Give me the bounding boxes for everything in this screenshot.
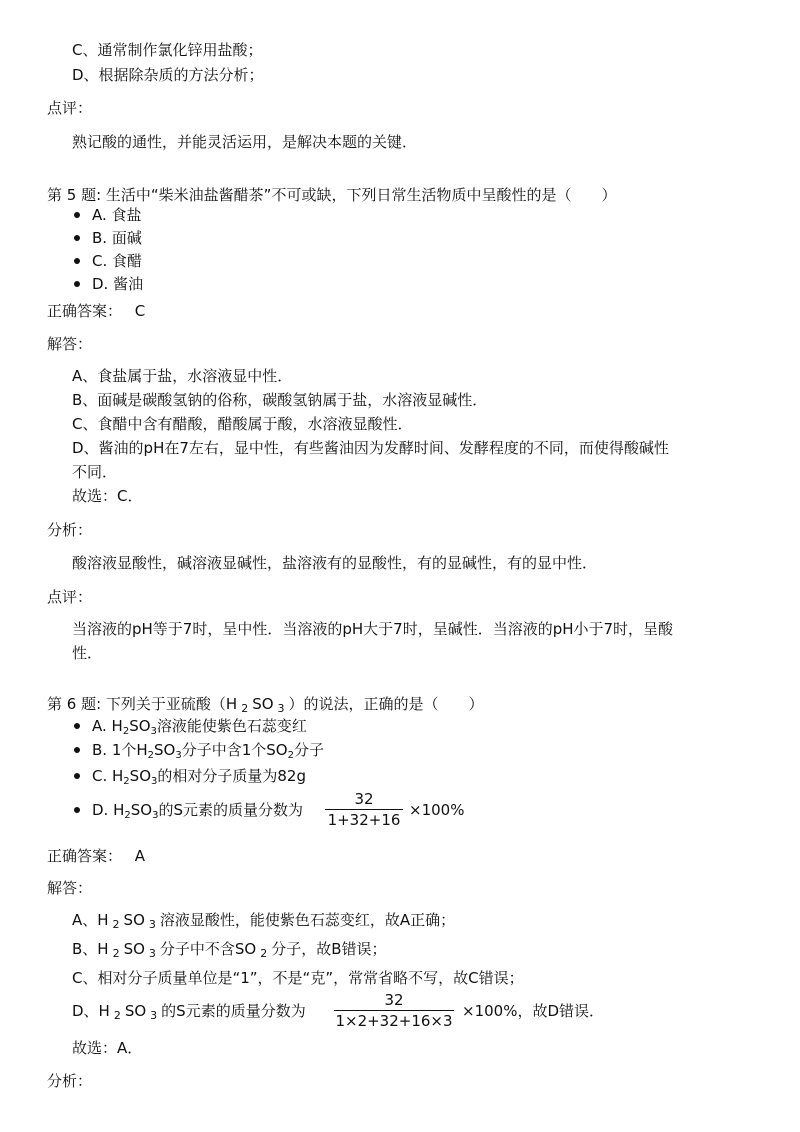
q5-solution-d-cont: 不同．: [72, 463, 118, 481]
bullet-icon: [74, 235, 80, 241]
q6-solution-d-fraction: [334, 990, 454, 1031]
q5-comment-line1: 当溶液的pH等于7时，呈中性．当溶液的pH大于7时，呈碱性．当溶液的pH小于7时，呈酸: [72, 620, 674, 638]
bullet-icon: [74, 773, 80, 779]
q5-option-a: A. 食盐: [92, 206, 142, 224]
q6-analysis-label: 分析：: [47, 1072, 93, 1090]
q6-option-d-fraction: [325, 789, 403, 830]
q6-solution-d-tail: ×100%，故D错误．: [462, 1002, 605, 1020]
fraction-numerator: 32: [384, 991, 404, 1009]
q6-solution-label: 解答：: [47, 879, 93, 897]
q6-solution-c: C、相对分子质量单位是“1”，不是“克”，常常省略不写，故C错误；: [72, 969, 524, 987]
q6-option-d: D. $H_2SO_3$的S元素的质量分数为: [92, 801, 303, 821]
q5-solution-d: D、酱油的pH在7左右，显中性，有些酱油因为发酵时间、发酵程度的不同，而使得酸碱性: [72, 439, 669, 457]
q6-solution-d: D、H $_2$ SO $_3$ 的S元素的质量分数为: [72, 1002, 306, 1022]
q6-option-a: A. $H_2SO_3$溶液能使紫色石蕊变红: [92, 717, 307, 737]
prev-option-d-analysis: D、根据除杂质的方法分析；: [72, 66, 264, 84]
q6-question: 第 6 题: 下列关于亚硫酸（H $_2$ SO $_3$ ）的说法，正确的是（ ）: [47, 695, 484, 715]
q5-solution-c: C、食醋中含有醋酸，醋酸属于酸，水溶液显酸性．: [72, 415, 413, 433]
q5-comment-label: 点评：: [47, 588, 93, 606]
prev-comment-label: 点评：: [47, 99, 93, 117]
q5-option-c: C. 食醋: [92, 252, 143, 270]
q5-solution-a: A、食盐属于盐，水溶液显中性．: [72, 367, 293, 385]
prev-comment-text: 熟记酸的通性，并能灵活运用，是解决本题的关键．: [72, 133, 418, 151]
q5-option-d: D. 酱油: [92, 275, 144, 293]
q5-solution-b: B、面碱是碳酸氢钠的俗称，碳酸氢钠属于盐，水溶液显碱性．: [72, 391, 488, 409]
q6-solution-a: A、H $_2$ SO $_3$ 溶液显酸性，能使紫色石蕊变红，故A正确；: [72, 911, 456, 931]
q6-answer-line: [47, 845, 145, 867]
bullet-icon: [74, 281, 80, 287]
q6-answer-label: 正确答案：: [47, 847, 123, 865]
q5-answer-value: C: [134, 302, 146, 320]
q6-solution-b: B、H $_2$ SO $_3$ 分子中不含SO $_2$ 分子，故B错误；: [72, 940, 387, 960]
q5-answer-label: 正确答案：: [47, 302, 123, 320]
fraction-numerator: 32: [354, 790, 374, 808]
q5-answer-line: [47, 300, 145, 322]
q5-option-b: B. 面碱: [92, 229, 142, 247]
q6-option-c: C. $H_2SO_3$的相对分子质量为82g: [92, 767, 306, 787]
q5-choose: 故选：C．: [72, 487, 143, 505]
q6-answer-value: A: [134, 847, 146, 865]
q5-analysis-label: 分析：: [47, 521, 93, 539]
bullet-icon: [74, 747, 80, 753]
prev-option-c-analysis: C、通常制作氯化锌用盐酸；: [72, 41, 263, 59]
bullet-icon: [74, 212, 80, 218]
q5-question: 第 5 题: 生活中“柴米油盐酱醋茶”不可或缺，下列日常生活物质中呈酸性的是（ ）: [47, 186, 617, 204]
q5-solution-label: 解答：: [47, 335, 93, 353]
q5-analysis-text: 酸溶液显酸性，碱溶液显碱性，盐溶液有的显酸性，有的显碱性，有的显中性．: [72, 554, 598, 572]
fraction-denominator: 1×2+32+16×3: [335, 1012, 453, 1030]
bullet-icon: [74, 723, 80, 729]
q6-choose: 故选：A．: [72, 1039, 143, 1057]
bullet-icon: [74, 258, 80, 264]
q6-option-d-tail: ×100%: [409, 801, 465, 819]
q6-option-b: B. 1个$H_2SO_3$分子中含1个$SO_2$分子: [92, 741, 324, 761]
q5-comment-line2: 性．: [72, 644, 103, 662]
bullet-icon: [74, 807, 80, 813]
fraction-denominator: 1+32+16: [327, 811, 401, 829]
